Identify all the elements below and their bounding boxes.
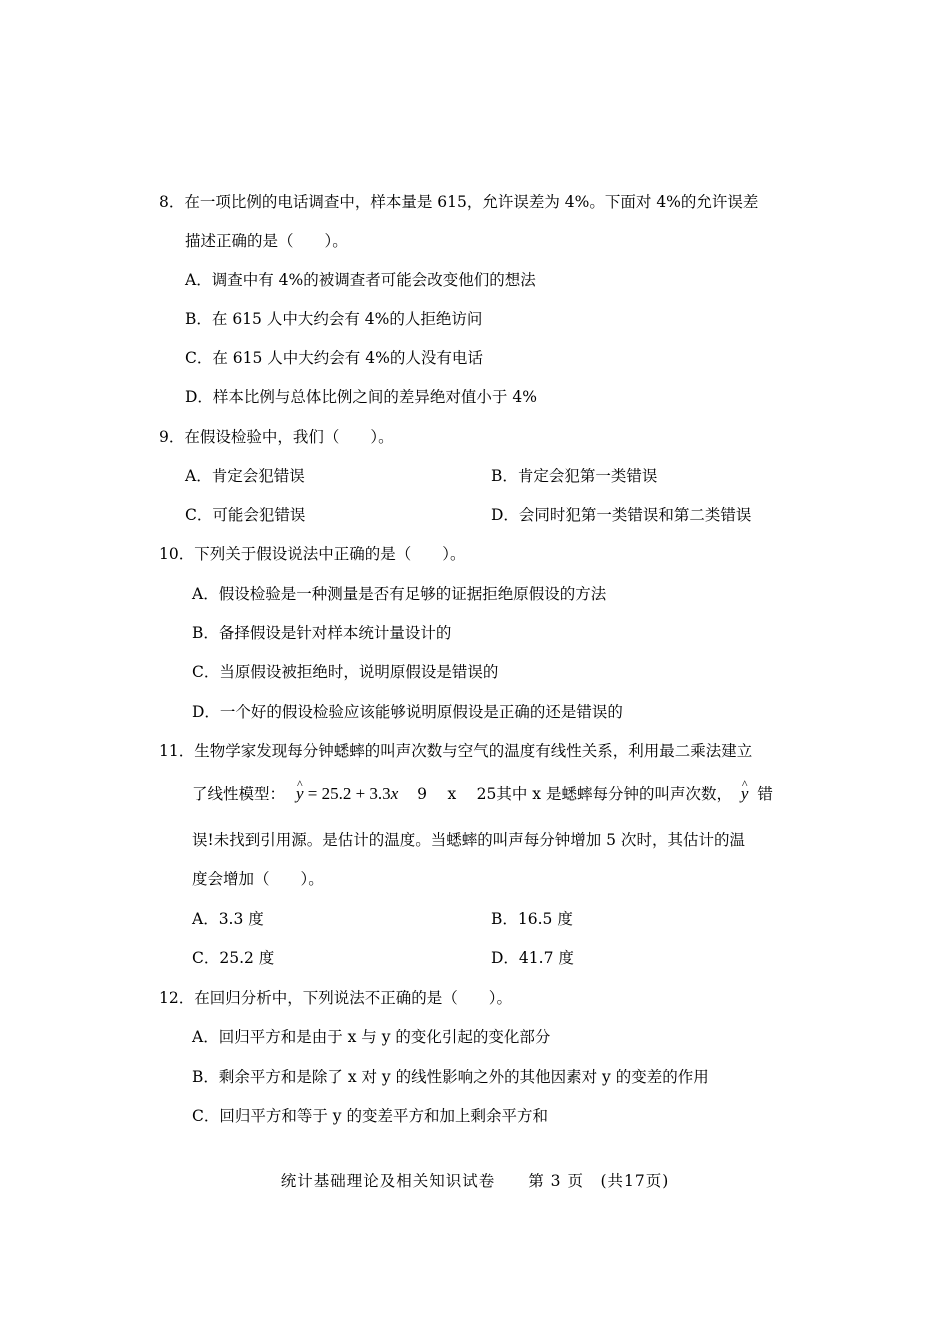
equation-rhs: = 25.2 + 3.3 (307, 784, 391, 803)
q11-range-text: 9 x 25其中 x 是蟋蟀每分钟的叫声次数， (417, 785, 732, 803)
y-hat-symbol-2: ^ y (741, 784, 749, 804)
q12-option-b: B．剩余平方和是除了 x 对 y 的线性影响之外的其他因素对 y 的变差的作用 (192, 1068, 709, 1086)
q11-model-label: 了线性模型： (192, 785, 286, 803)
q11-option-b: B．16.5 度 (491, 910, 573, 928)
q11-model-line (192, 784, 773, 804)
q8-option-c: C．在 615 人中大约会有 4%的人没有电话 (185, 349, 483, 367)
q11-option-c: C．25.2 度 (192, 949, 275, 967)
q12-option-a: A．回归平方和是由于 x 与 y 的变化引起的变化部分 (192, 1028, 551, 1046)
q9-option-b: B．肯定会犯第一类错误 (491, 467, 658, 485)
q8-option-a: A．调查中有 4%的被调查者可能会改变他们的想法 (185, 271, 536, 289)
q10-stem: 10．下列关于假设说法中正确的是（ ）。 (159, 545, 466, 563)
q12-stem: 12．在回归分析中，下列说法不正确的是（ ）。 (159, 989, 512, 1007)
q11-stem-line1: 11．生物学家发现每分钟蟋蟀的叫声次数与空气的温度有线性关系，利用最二乘法建立 (159, 742, 753, 760)
equation-variable: x (390, 784, 399, 803)
q11-error-char: 错 (757, 785, 773, 803)
q10-option-d: D．一个好的假设检验应该能够说明原假设是正确的还是错误的 (192, 703, 623, 721)
q10-option-c: C．当原假设被拒绝时，说明原假设是错误的 (192, 663, 499, 681)
q8-option-d: D．样本比例与总体比例之间的差异绝对值小于 4% (185, 388, 537, 406)
q9-option-d: D．会同时犯第一类错误和第二类错误 (491, 506, 752, 524)
regression-equation (296, 784, 398, 803)
y-hat-symbol: ^ y (296, 784, 304, 804)
q11-stem-line4: 度会增加（ ）。 (192, 870, 324, 888)
q8-stem-line1: 8．在一项比例的电话调查中，样本量是 615，允许误差为 4%。下面对 4%的允许误差 (159, 193, 759, 211)
q10-option-b: B．备择假设是针对样本统计量设计的 (192, 624, 452, 642)
q9-stem: 9．在假设检验中，我们（ ）。 (159, 428, 394, 446)
q11-stem-line3: 误!未找到引用源。是估计的温度。当蟋蟀的叫声每分钟增加 5 次时，其估计的温 (192, 831, 745, 849)
q9-option-c: C．可能会犯错误 (185, 506, 306, 524)
q11-option-a: A．3.3 度 (192, 910, 264, 928)
q11-option-d: D．41.7 度 (491, 949, 574, 967)
q9-option-a: A．肯定会犯错误 (185, 467, 305, 485)
q12-option-c: C．回归平方和等于 y 的变差平方和加上剩余平方和 (192, 1107, 548, 1125)
footer-title: 统计基础理论及相关知识试卷 (280, 1172, 496, 1190)
q8-stem-line2: 描述正确的是（ ）。 (185, 232, 348, 250)
q10-option-a: A．假设检验是一种测量是否有足够的证据拒绝原假设的方法 (192, 585, 607, 603)
q8-option-b: B．在 615 人中大约会有 4%的人拒绝访问 (185, 310, 483, 328)
page-footer (0, 1169, 950, 1191)
footer-page-number: 第 3 页 (共17页) (528, 1172, 670, 1190)
